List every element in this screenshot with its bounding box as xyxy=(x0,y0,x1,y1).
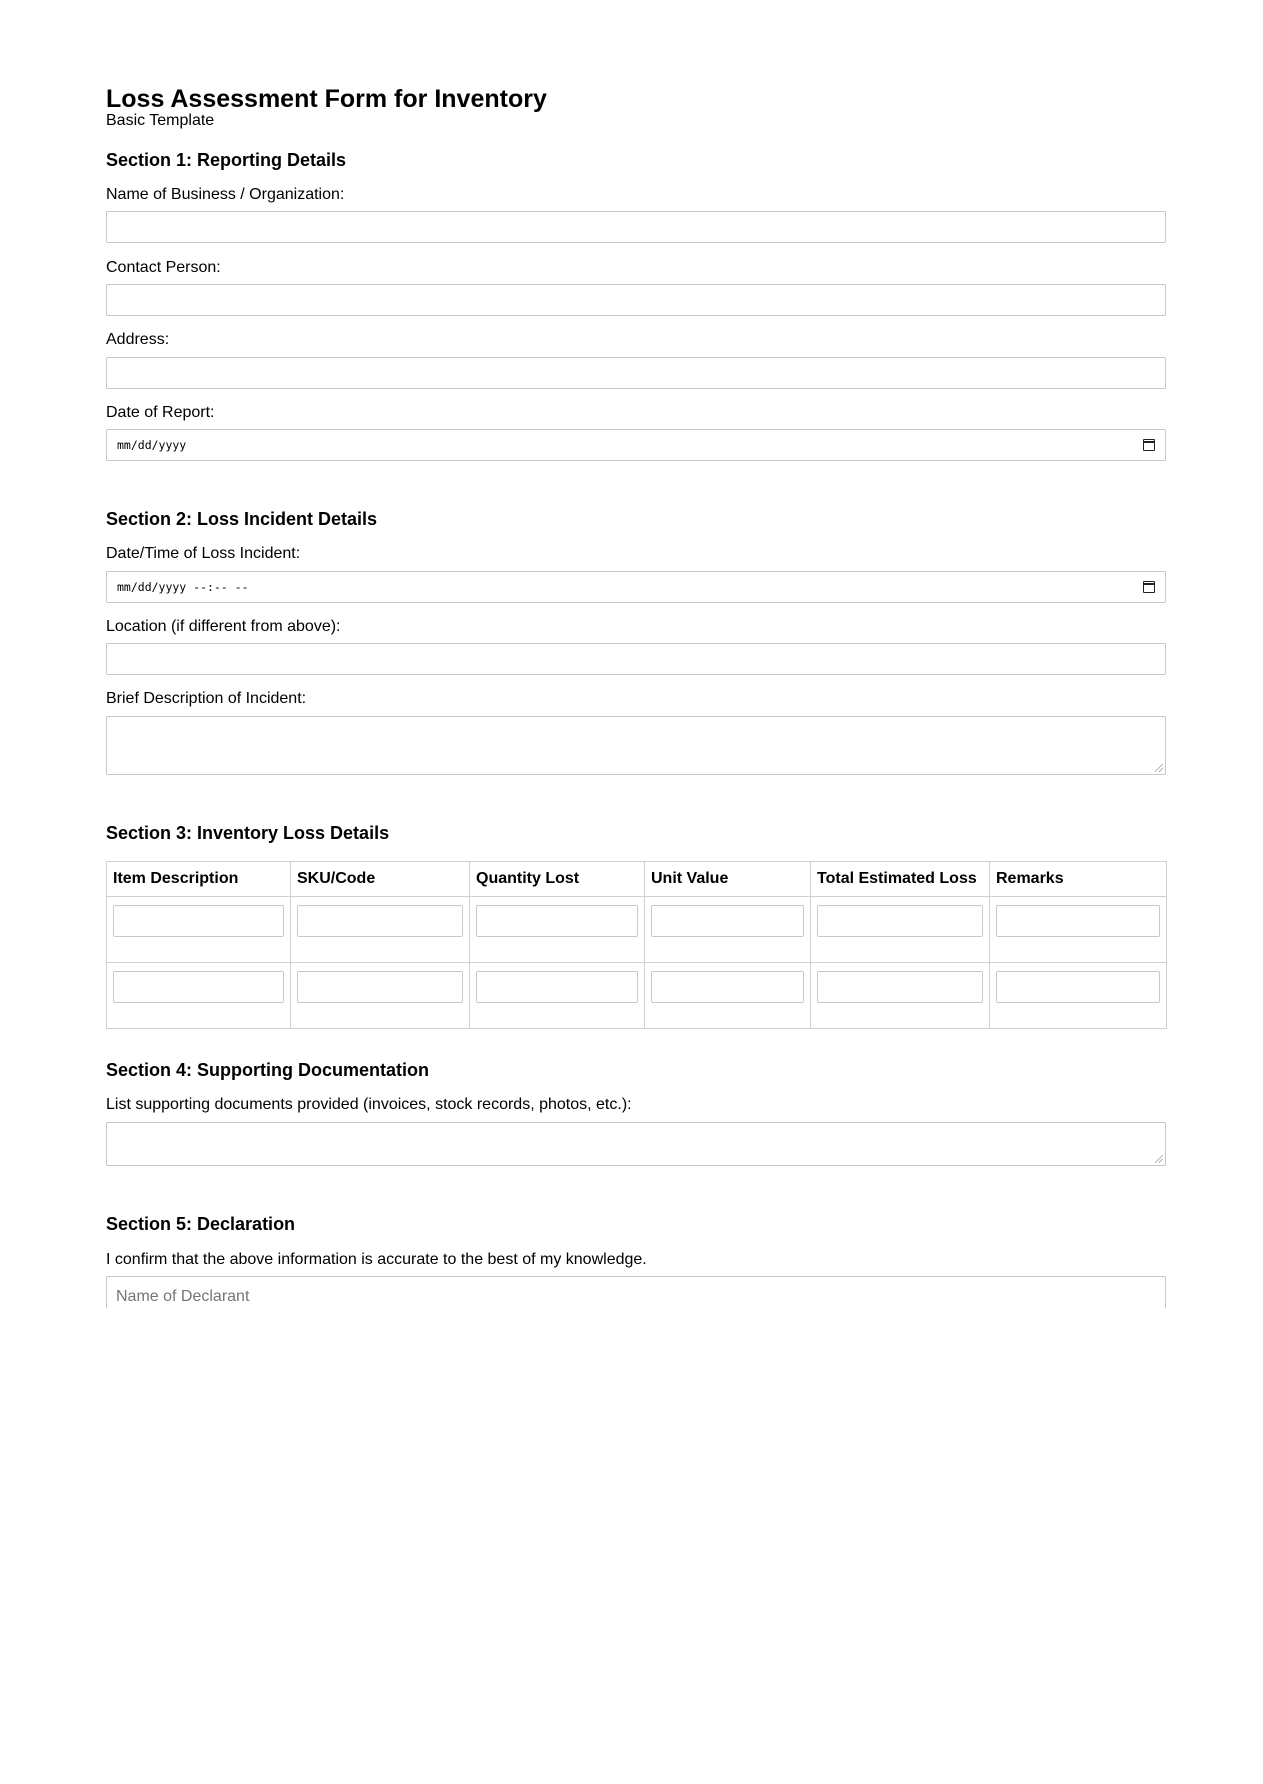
column-header: SKU/Code xyxy=(291,862,470,897)
calendar-icon[interactable] xyxy=(1143,581,1155,593)
item-description-input[interactable] xyxy=(113,971,284,1003)
date-of-report-mask: mm/dd/yyyy xyxy=(117,438,187,452)
table-cell xyxy=(107,963,291,1029)
table-row xyxy=(107,963,1167,1029)
contact-person-label: Contact Person: xyxy=(106,259,221,276)
quantity-lost-input[interactable] xyxy=(476,971,638,1003)
resize-grip-icon[interactable] xyxy=(1155,1155,1163,1163)
remarks-input[interactable] xyxy=(996,971,1160,1003)
incident-datetime-label: Date/Time of Loss Incident: xyxy=(106,545,301,562)
column-header: Quantity Lost xyxy=(470,862,645,897)
column-header: Remarks xyxy=(990,862,1167,897)
declarant-field-clip xyxy=(106,1276,1166,1308)
section2-heading: Section 2: Loss Incident Details xyxy=(106,509,378,529)
sku-code-input[interactable] xyxy=(297,971,463,1003)
incident-datetime-mask: mm/dd/yyyy --:-- -- xyxy=(117,580,249,594)
total-estimated-loss-input[interactable] xyxy=(817,905,983,937)
sku-code-input[interactable] xyxy=(297,905,463,937)
column-header: Unit Value xyxy=(645,862,811,897)
table-cell xyxy=(107,897,291,963)
table-cell xyxy=(291,963,470,1029)
resize-grip-icon[interactable] xyxy=(1155,764,1163,772)
table-cell xyxy=(470,963,645,1029)
calendar-icon[interactable] xyxy=(1143,439,1155,451)
table-cell xyxy=(990,897,1167,963)
contact-person-input[interactable] xyxy=(106,284,1166,316)
location-input[interactable] xyxy=(106,643,1166,675)
remarks-input[interactable] xyxy=(996,905,1160,937)
declarant-name-input[interactable] xyxy=(106,1276,1166,1308)
inventory-loss-table xyxy=(106,861,1167,1029)
incident-description-label: Brief Description of Incident: xyxy=(106,690,307,707)
section3-heading: Section 3: Inventory Loss Details xyxy=(106,823,390,843)
incident-datetime-input[interactable] xyxy=(106,571,1166,603)
location-label: Location (if different from above): xyxy=(106,618,341,635)
table-cell xyxy=(291,897,470,963)
table-cell xyxy=(990,963,1167,1029)
supporting-docs-textarea[interactable] xyxy=(106,1122,1166,1166)
business-name-input[interactable] xyxy=(106,211,1166,243)
unit-value-input[interactable] xyxy=(651,971,804,1003)
quantity-lost-input[interactable] xyxy=(476,905,638,937)
table-cell xyxy=(811,963,990,1029)
date-of-report-label: Date of Report: xyxy=(106,404,215,421)
table-cell xyxy=(645,897,811,963)
address-label: Address: xyxy=(106,331,170,348)
table-cell xyxy=(645,963,811,1029)
address-input[interactable] xyxy=(106,357,1166,389)
declaration-statement: I confirm that the above information is accurate to the best of my knowledge. xyxy=(106,1251,647,1268)
page-title: Loss Assessment Form for Inventory xyxy=(106,85,547,113)
date-of-report-input[interactable] xyxy=(106,429,1166,461)
unit-value-input[interactable] xyxy=(651,905,804,937)
table-cell xyxy=(811,897,990,963)
page-subtitle: Basic Template xyxy=(106,112,215,129)
supporting-docs-label: List supporting documents provided (invoices, stock records, photos, etc.): xyxy=(106,1096,632,1113)
section4-heading: Section 4: Supporting Documentation xyxy=(106,1060,429,1080)
item-description-input[interactable] xyxy=(113,905,284,937)
section1-heading: Section 1: Reporting Details xyxy=(106,150,347,170)
table-cell xyxy=(470,897,645,963)
table-row xyxy=(107,897,1167,963)
table-header-row xyxy=(107,862,1167,897)
incident-description-textarea[interactable] xyxy=(106,716,1166,775)
business-name-label: Name of Business / Organization: xyxy=(106,186,345,203)
total-estimated-loss-input[interactable] xyxy=(817,971,983,1003)
column-header: Total Estimated Loss xyxy=(811,862,990,897)
column-header: Item Description xyxy=(107,862,291,897)
section5-heading: Section 5: Declaration xyxy=(106,1214,296,1234)
